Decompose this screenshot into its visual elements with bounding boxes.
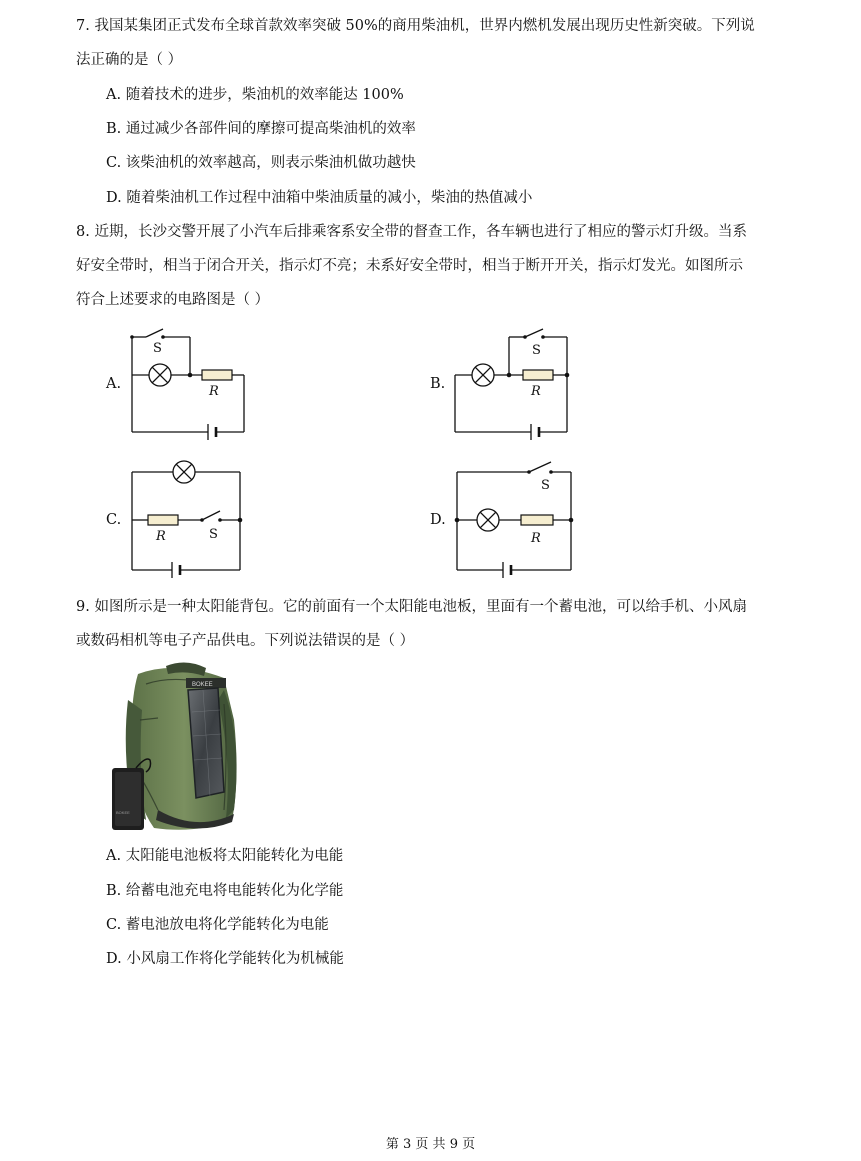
resistor-icon (521, 515, 553, 525)
q7-option-a: A. 随着技术的进步，柴油机的效率能达 100% (106, 87, 404, 103)
circuit-diagram-a (120, 325, 260, 450)
solar-backpack-image (106, 660, 244, 835)
svg-text:BOKEE: BOKEE (116, 810, 130, 815)
resistor-label: R (156, 529, 166, 544)
lamp-icon (149, 364, 171, 386)
battery-icon (531, 424, 539, 440)
q8-stem-line1: 8. 近期，长沙交警开展了小汽车后排乘客系安全带的督查工作，各车辆也进行了相应的警示灯升级。当系 (76, 224, 747, 240)
svg-text:BOKEE: BOKEE (192, 682, 213, 688)
resistor-label: R (531, 531, 541, 546)
switch-label: S (209, 527, 218, 542)
battery-icon (172, 562, 180, 578)
q7-stem-line2: 法正确的是（ ） (76, 52, 183, 68)
q9-stem-line2: 或数码相机等电子产品供电。下列说法错误的是（ ） (76, 633, 415, 649)
q9-option-b: B. 给蓄电池充电将电能转化为化学能 (106, 883, 344, 899)
resistor-icon (202, 370, 232, 380)
switch-label: S (153, 341, 162, 356)
circuit-b-label: B. (430, 376, 446, 392)
q8-stem-line2: 好安全带时，相当于闭合开关，指示灯不亮；未系好安全带时，相当于断开开关，指示灯发光。如图所示 (76, 258, 743, 274)
switch-label: S (541, 478, 550, 493)
q7-option-d: D. 随着柴油机工作过程中油箱中柴油质量的减小，柴油的热值减小 (106, 190, 533, 206)
q8-stem-line3: 符合上述要求的电路图是（ ） (76, 292, 270, 308)
resistor-label: R (209, 384, 219, 399)
resistor-icon (148, 515, 178, 525)
lamp-icon (472, 364, 494, 386)
circuit-a-label: A. (106, 376, 122, 392)
circuit-diagram-b (443, 325, 583, 450)
q9-option-d: D. 小风扇工作将化学能转化为机械能 (106, 951, 344, 967)
q7-option-c: C. 该柴油机的效率越高，则表示柴油机做功越快 (106, 155, 416, 171)
q9-option-c: C. 蓄电池放电将化学能转化为电能 (106, 917, 329, 933)
circuit-d-label: D. (430, 512, 446, 528)
battery-icon (208, 424, 216, 440)
q7-option-b: B. 通过减少各部件间的摩擦可提高柴油机的效率 (106, 121, 416, 137)
circuit-c-label: C. (106, 512, 122, 528)
resistor-label: R (531, 384, 541, 399)
resistor-icon (523, 370, 553, 380)
circuit-diagram-d (445, 458, 585, 583)
switch-label: S (532, 343, 541, 358)
page-footer: 第 3 页 共 9 页 (385, 1137, 476, 1152)
lamp-icon (173, 461, 195, 483)
q9-stem-line1: 9. 如图所示是一种太阳能背包。它的前面有一个太阳能电池板，里面有一个蓄电池，可以给手机、小风扇 (76, 599, 747, 615)
q7-stem-line1: 7. 我国某集团正式发布全球首款效率突破 50%的商用柴油机，世界内燃机发展出现历史性新突破。下列说 (76, 18, 755, 34)
lamp-icon (477, 509, 499, 531)
circuit-diagram-c (120, 458, 260, 583)
q9-option-a: A. 太阳能电池板将太阳能转化为电能 (106, 848, 344, 864)
battery-icon (503, 562, 511, 578)
